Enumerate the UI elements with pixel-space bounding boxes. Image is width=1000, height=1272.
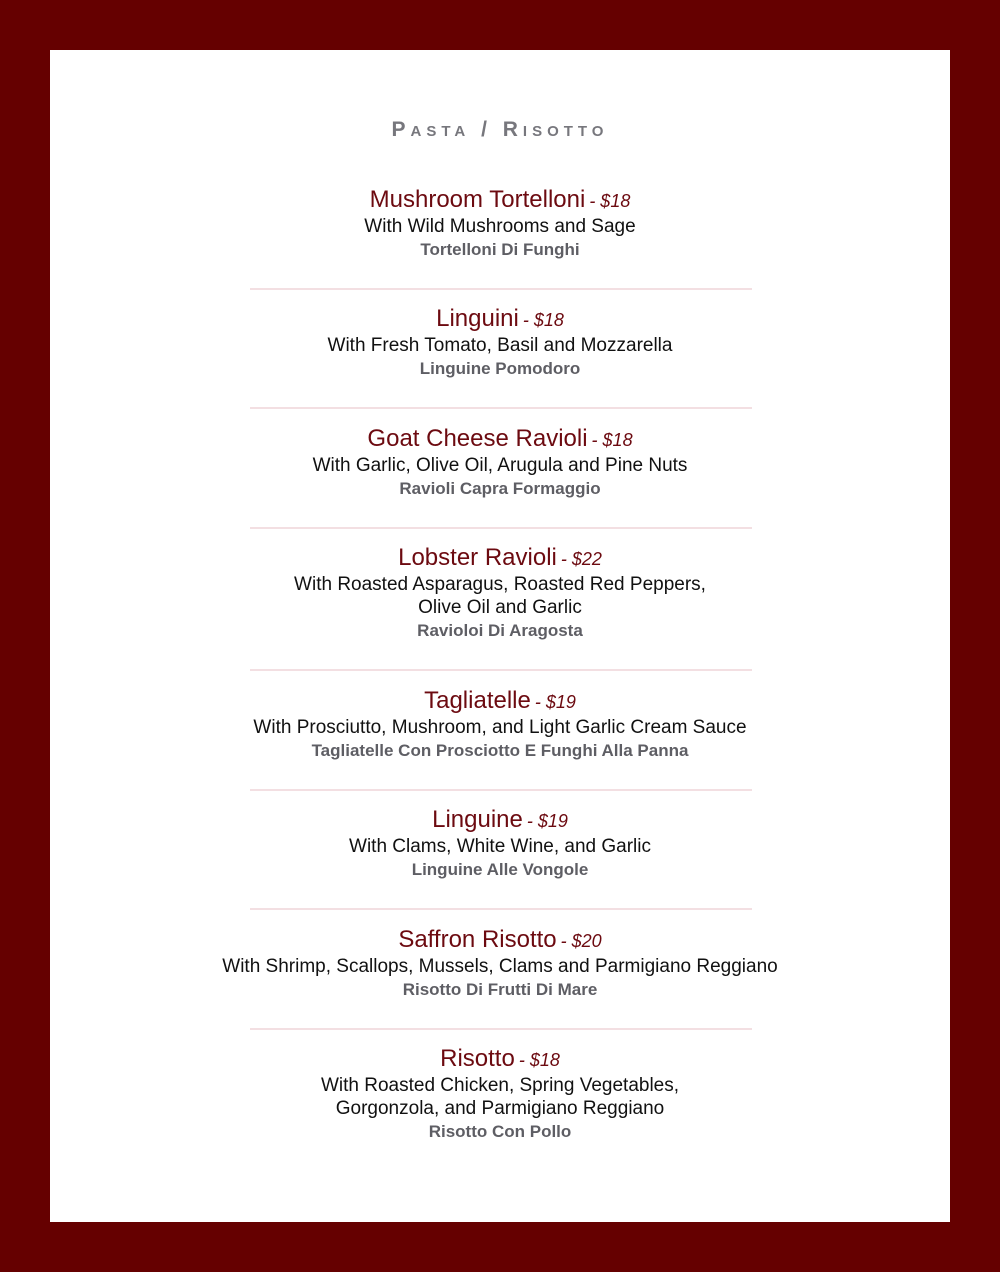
menu-item	[50, 1044, 950, 1144]
menu-item-italian-name: Linguine Pomodoro	[419, 359, 581, 378]
menu-item-italian-name: Ravioli Capra Formaggio	[399, 479, 601, 498]
menu-item-description: With Roasted Chicken, Spring Vegetables,	[320, 1075, 680, 1096]
item-separator	[250, 1028, 752, 1030]
menu-item	[50, 686, 950, 763]
menu-item-price: - $18	[522, 310, 564, 330]
item-separator	[250, 288, 752, 290]
menu-item-description: With Shrimp, Scallops, Mussels, Clams and Parmigiano Reggiano	[222, 956, 778, 977]
item-separator	[250, 908, 752, 910]
menu-item-italian-name: Tortelloni Di Funghi	[420, 240, 580, 259]
menu-item-description: With Prosciutto, Mushroom, and Light Garlic Cream Sauce	[253, 717, 747, 738]
menu-item-price: - $18	[591, 430, 633, 450]
menu-item-italian-name: Linguine Alle Vongole	[411, 860, 589, 879]
item-separator	[250, 527, 752, 529]
menu-item-price: - $18	[589, 191, 631, 211]
menu-item-price: - $20	[560, 931, 602, 951]
menu-item-description: With Wild Mushrooms and Sage	[364, 216, 636, 237]
item-separator	[250, 407, 752, 409]
menu-item-italian-name: Risotto Con Pollo	[428, 1122, 572, 1141]
menu-item	[50, 304, 950, 381]
menu-item	[50, 424, 950, 501]
menu-item-name: Tagliatelle	[424, 687, 531, 714]
menu-item	[50, 925, 950, 1002]
menu-item-heading	[50, 185, 950, 215]
menu-item-italian-name: Tagliatelle Con Prosciotto E Funghi Alla Panna	[311, 741, 689, 760]
menu-item	[50, 805, 950, 882]
menu-item-price: - $19	[526, 811, 568, 831]
menu-item-heading	[50, 805, 950, 835]
menu-item-heading	[50, 424, 950, 454]
menu-item-name: Linguini	[436, 305, 519, 332]
menu-item-heading	[50, 304, 950, 334]
menu-item-name: Linguine	[432, 806, 523, 833]
menu-item-description: Gorgonzola, and Parmigiano Reggiano	[335, 1098, 665, 1119]
menu-item	[50, 185, 950, 262]
menu-item-name: Risotto	[440, 1045, 515, 1072]
menu-item-italian-name: Risotto Di Frutti Di Mare	[402, 980, 598, 999]
menu-item-italian-name: Ravioloi Di Aragosta	[417, 621, 583, 640]
menu-item-heading	[50, 925, 950, 955]
menu-page	[50, 50, 950, 1222]
menu-item	[50, 543, 950, 643]
menu-item-heading	[50, 686, 950, 716]
section-title: Pasta / Risotto	[391, 118, 609, 141]
item-separator	[250, 669, 752, 671]
menu-item-name: Goat Cheese Ravioli	[367, 425, 588, 452]
menu-item-price: - $18	[518, 1050, 560, 1070]
menu-item-name: Saffron Risotto	[398, 926, 557, 953]
menu-item-description: With Fresh Tomato, Basil and Mozzarella	[327, 335, 673, 356]
menu-item-name: Mushroom Tortelloni	[369, 186, 586, 213]
menu-item-heading	[50, 543, 950, 573]
menu-item-price: - $22	[560, 549, 602, 569]
menu-item-description: With Roasted Asparagus, Roasted Red Peppers,	[294, 574, 706, 595]
menu-item-name: Lobster Ravioli	[398, 544, 557, 571]
menu-item-description: With Clams, White Wine, and Garlic	[349, 836, 651, 857]
menu-item-description: Olive Oil and Garlic	[418, 597, 582, 618]
item-separator	[250, 789, 752, 791]
menu-item-description: With Garlic, Olive Oil, Arugula and Pine Nuts	[312, 455, 688, 476]
menu-item-price: - $19	[534, 692, 576, 712]
menu-item-heading	[50, 1044, 950, 1074]
